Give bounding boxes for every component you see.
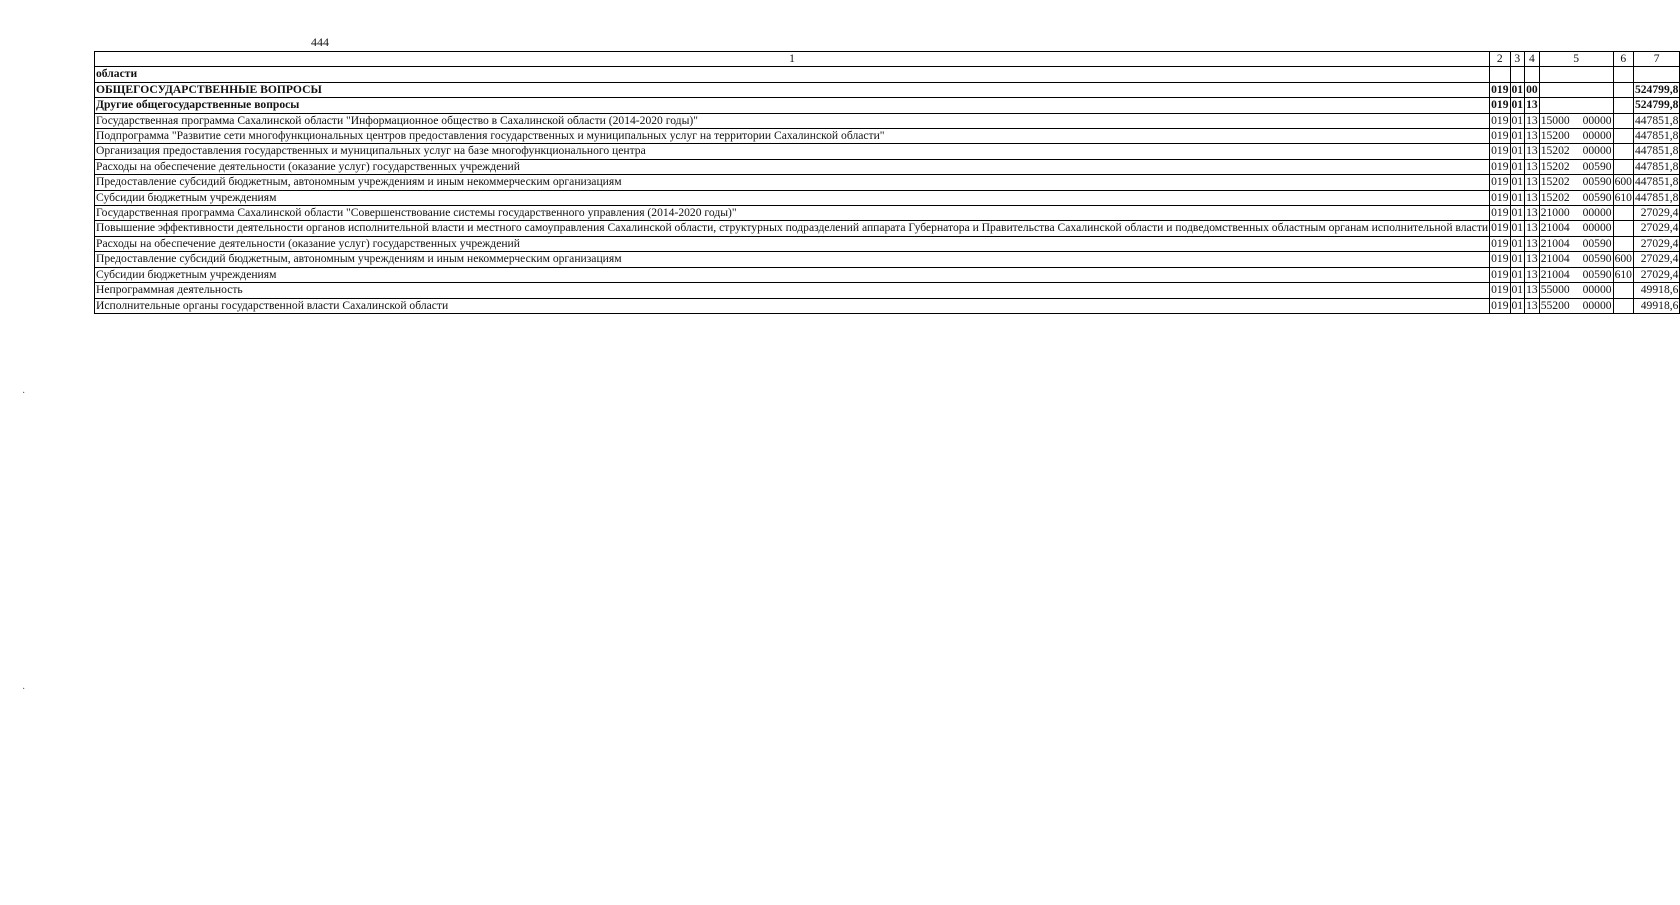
amount-cell: 524799,8 [1634,82,1679,96]
subsection-code-cell: 13 [1526,190,1538,204]
table-row [95,267,1680,282]
subsection-code-cell [1525,67,1540,82]
header-cell: 1 [95,52,1490,67]
subsection-code-cell: 13 [1526,221,1538,235]
section-code-cell: 01 [1511,298,1524,312]
row-name-cell: Субсидии бюджетным учреждениям [95,190,1490,205]
subsection-code-cell: 13 [1526,175,1538,189]
subsection-code-cell: 00 [1526,82,1538,96]
section-code-cell: 01 [1511,82,1524,96]
subsection-code-cell: 13 [1526,206,1538,220]
expense-type-cell [1613,221,1633,236]
row-name-cell: Другие общегосударственные вопросы [95,98,1490,113]
table-row [95,98,1680,113]
target-article-cell: 21004 00590 [1540,252,1612,266]
grbs-code-cell [1490,67,1510,82]
header-cell: 7 [1633,52,1679,67]
grbs-code-cell: 019 [1491,144,1509,158]
subsection-code-cell: 13 [1526,159,1538,173]
section-code-cell: 01 [1511,159,1524,173]
section-code-cell: 01 [1511,221,1524,235]
table-row [95,144,1680,159]
expense-type-cell [1613,298,1633,313]
amount-cell: 447851,8 [1634,175,1679,189]
target-article-cell: 21000 00000 [1540,206,1612,220]
table-body [95,67,1680,314]
row-name-cell: Субсидии бюджетным учреждениям [95,267,1490,282]
row-name-cell: Государственная программа Сахалинской области "Совершенствование системы государственного управления (2014-2020 годы)" [95,206,1490,221]
grbs-code-cell: 019 [1491,82,1509,96]
row-name-cell: Исполнительные органы государственной власти Сахалинской области [95,298,1490,313]
table-row [95,175,1680,190]
amount-cell: 447851,8 [1634,113,1679,127]
amount-cell: 27029,4 [1633,252,1679,267]
row-name-cell: Повышение эффективности деятельности органов исполнительной власти и местного самоуправления Сахалинской области, структурных подразделений аппарата Губернатора и Правительства Сахалинской области и подведомственных областным органам исполнительной власти [96,221,1489,235]
amount-cell: 49918,6 [1633,298,1679,313]
subsection-code-cell: 13 [1526,129,1538,143]
table-row [95,221,1680,236]
expense-type-cell [1613,67,1633,82]
target-article-cell: 55200 00000 [1540,298,1612,312]
table-row [95,129,1680,144]
table-row [95,283,1680,298]
grbs-code-cell: 019 [1491,283,1509,297]
subsection-code-cell: 13 [1526,113,1538,127]
section-code-cell: 01 [1511,236,1524,250]
header-cell: 5 [1539,52,1613,67]
section-code-cell: 01 [1511,206,1524,220]
target-article-cell [1539,82,1613,97]
row-name-cell: Организация предоставления государственных и муниципальных услуг на базе многофункционального центра [95,144,1490,159]
grbs-code-cell: 019 [1491,206,1509,220]
row-name-cell: области [95,67,1490,82]
expense-type-cell [1613,98,1633,113]
target-article-cell: 15202 00590 [1540,175,1612,189]
header-cell: 2 [1490,52,1510,67]
amount-cell: 27029,4 [1633,236,1679,251]
amount-cell: 27029,4 [1633,206,1679,221]
table-row [95,298,1680,313]
target-article-cell: 15200 00000 [1540,129,1612,143]
grbs-code-cell: 019 [1491,159,1509,173]
expense-type-cell: 610 [1614,190,1632,204]
target-article-cell: 15202 00590 [1540,159,1612,173]
subsection-code-cell: 13 [1526,298,1538,312]
table-row [95,252,1680,267]
section-code-cell: 01 [1511,175,1524,189]
section-code-cell: 01 [1511,129,1524,143]
row-name-cell: ОБЩЕГОСУДАРСТВЕННЫЕ ВОПРОСЫ [95,82,1490,97]
section-code-cell: 01 [1511,144,1524,158]
margin-mark: · [22,388,26,399]
subsection-code-cell: 13 [1526,252,1538,266]
grbs-code-cell: 019 [1491,129,1509,143]
subsection-code-cell: 13 [1526,267,1538,281]
header-row [95,52,1680,67]
amount-cell: 27029,4 [1633,267,1679,282]
amount-cell: 447851,8 [1634,159,1679,173]
expense-type-cell [1613,206,1633,221]
page-number: 444 [311,35,329,49]
grbs-code-cell: 019 [1491,175,1509,189]
row-name-cell: Государственная программа Сахалинской области "Информационное общество в Сахалинской области (2014-2020 годы)" [95,113,1490,128]
table-row [95,82,1680,97]
target-article-cell: 15202 00000 [1540,144,1612,158]
margin-mark: · [22,684,26,695]
amount-cell: 447851,8 [1634,144,1679,158]
header-cell: 3 [1510,52,1525,67]
expense-type-cell [1613,283,1633,298]
table-row [95,236,1680,251]
section-code-cell: 01 [1511,190,1524,204]
subsection-code-cell: 13 [1526,283,1538,297]
amount-cell: 27029,4 [1633,221,1679,236]
grbs-code-cell: 019 [1491,221,1509,235]
grbs-code-cell: 019 [1491,252,1509,266]
target-article-cell: 15000 00000 [1540,113,1612,127]
section-code-cell [1510,67,1525,82]
subsection-code-cell: 13 [1526,98,1538,112]
row-name-cell: Подпрограмма "Развитие сети многофункциональных центров предоставления государственных и муниципальных услуг на территории Сахалинской области" [95,129,1490,144]
amount-cell: 447851,8 [1634,190,1679,204]
section-code-cell: 01 [1511,267,1524,281]
expense-type-cell: 600 [1614,175,1632,189]
subsection-code-cell: 13 [1526,144,1538,158]
section-code-cell: 01 [1511,113,1524,127]
expense-type-cell: 600 [1614,252,1632,266]
row-name-cell: Предоставление субсидий бюджетным, автономным учреждениям и иным некоммерческим организациям [95,175,1490,190]
table-row [95,67,1680,82]
target-article-cell: 15202 00590 [1540,190,1612,204]
grbs-code-cell: 019 [1491,298,1509,312]
grbs-code-cell: 019 [1491,267,1509,281]
target-article-cell: 21004 00000 [1540,221,1612,235]
grbs-code-cell: 019 [1491,236,1509,250]
budget-table [94,51,1680,314]
target-article-cell [1539,67,1613,82]
section-code-cell: 01 [1511,98,1524,112]
expense-type-cell: 610 [1614,267,1632,281]
target-article-cell [1539,98,1613,113]
table-row [95,113,1680,128]
table-row [95,159,1680,174]
grbs-code-cell: 019 [1491,113,1509,127]
target-article-cell: 55000 00000 [1540,283,1612,297]
target-article-cell: 21004 00590 [1540,236,1612,250]
expense-type-cell [1613,236,1633,251]
expense-type-cell [1613,159,1633,174]
expense-type-cell [1613,82,1633,97]
row-name-cell: Предоставление субсидий бюджетным, автономным учреждениям и иным некоммерческим организациям [95,252,1490,267]
amount-cell [1633,67,1679,82]
table-row [95,206,1680,221]
section-code-cell: 01 [1511,252,1524,266]
header-cell: 4 [1525,52,1540,67]
row-name-cell: Непрограммная деятельность [95,283,1490,298]
row-name-cell: Расходы на обеспечение деятельности (оказание услуг) государственных учреждений [95,236,1490,251]
target-article-cell: 21004 00590 [1540,267,1612,281]
section-code-cell: 01 [1511,283,1524,297]
expense-type-cell [1613,144,1633,159]
grbs-code-cell: 019 [1491,98,1509,112]
row-name-cell: Расходы на обеспечение деятельности (оказание услуг) государственных учреждений [95,159,1490,174]
amount-cell: 49918,6 [1633,283,1679,298]
header-cell: 6 [1613,52,1633,67]
amount-cell: 524799,8 [1634,98,1679,112]
expense-type-cell [1613,129,1633,144]
table-row [95,190,1680,205]
grbs-code-cell: 019 [1491,190,1509,204]
amount-cell: 447851,8 [1634,129,1679,143]
expense-type-cell [1613,113,1633,128]
subsection-code-cell: 13 [1526,236,1538,250]
